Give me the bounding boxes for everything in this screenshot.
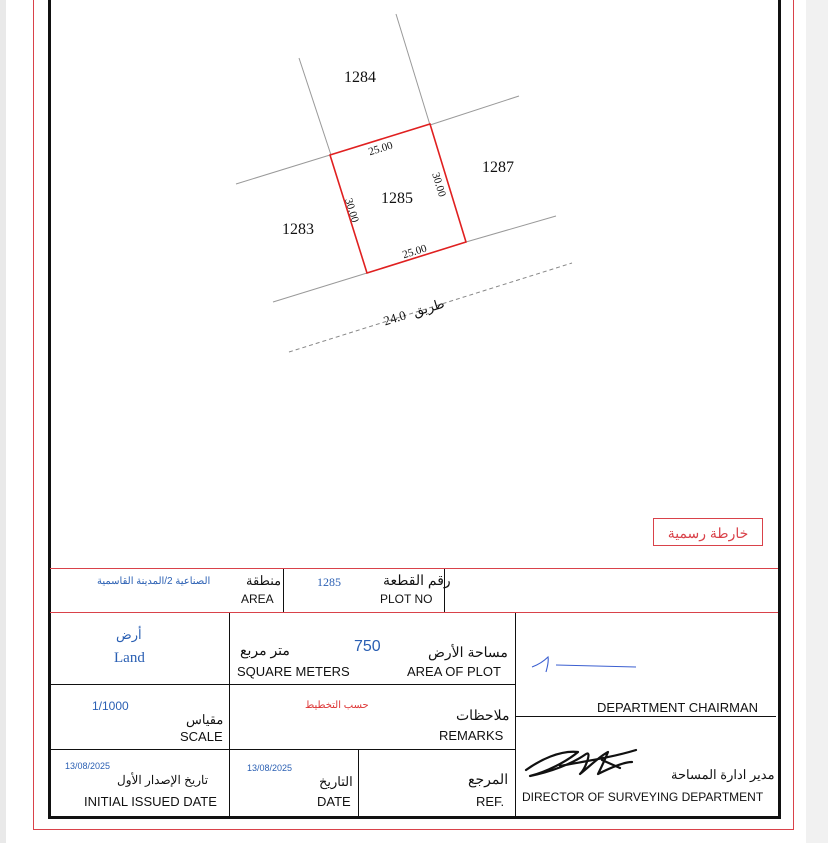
area-label-ar: منطقة (246, 573, 282, 588)
remarks-label-ar: ملاحظات (456, 707, 510, 723)
area-of-plot-en: AREA OF PLOT (407, 664, 501, 679)
director-signature (520, 740, 650, 785)
department-chairman-title: DEPARTMENT CHAIRMAN (597, 700, 759, 715)
director-title-ar: مدير ادارة المساحة (671, 767, 775, 782)
square-meters-en: SQUARE METERS (237, 664, 350, 679)
director-title-en: DIRECTOR OF SURVEYING DEPARTMENT (522, 790, 764, 804)
scale-label-en: SCALE (180, 729, 223, 744)
plot-area-value: 750 (354, 638, 381, 655)
remarks-label-en: REMARKS (439, 728, 504, 743)
scale-value: 1/1000 (92, 699, 129, 713)
dimension-bottom: 25.00 (401, 242, 429, 262)
plot-label-ar: رقم القطعة (383, 572, 451, 588)
initial-issued-date-ar: تاريخ الإصدار الأول (117, 773, 209, 787)
date-value: 13/08/2025 (247, 763, 293, 773)
area-value: الصناعية 2/المدينة القاسمية (97, 576, 211, 587)
area-label-en: AREA (241, 592, 274, 606)
initial-issued-date-value: 13/08/2025 (65, 761, 111, 771)
scale-label-ar: مقياس (186, 712, 224, 727)
road-label: طريق (411, 295, 447, 320)
square-meters-ar: متر مربع (240, 642, 290, 658)
road-width: 24.0 (381, 307, 408, 329)
ref-label-en: REF. (476, 794, 505, 809)
dimension-left: 30.00 (342, 196, 361, 225)
area-of-plot-ar: مساحة الأرض (428, 644, 508, 660)
land-use-en: Land (114, 650, 145, 666)
dimension-right: 30.00 (429, 171, 448, 199)
plot-number-west: 1283 (282, 221, 314, 238)
official-map-stamp: خارطة رسمية (653, 518, 763, 546)
date-label-en: DATE (317, 794, 351, 809)
date-label-ar: التاريخ (319, 774, 353, 789)
plot-number-subject: 1285 (381, 190, 413, 207)
plot-number-value: 1285 (317, 575, 341, 589)
dimension-top: 25.00 (367, 139, 395, 159)
initial-issued-date-en: INITIAL ISSUED DATE (84, 794, 217, 809)
remarks-value: حسب التخطيط (305, 700, 369, 711)
plot-number-north: 1284 (344, 69, 376, 86)
plot-number-east: 1287 (482, 159, 514, 176)
land-use-ar: أرض (116, 627, 142, 642)
ref-label-ar: المرجع (468, 771, 509, 787)
plot-label-en: PLOT NO (380, 592, 433, 606)
